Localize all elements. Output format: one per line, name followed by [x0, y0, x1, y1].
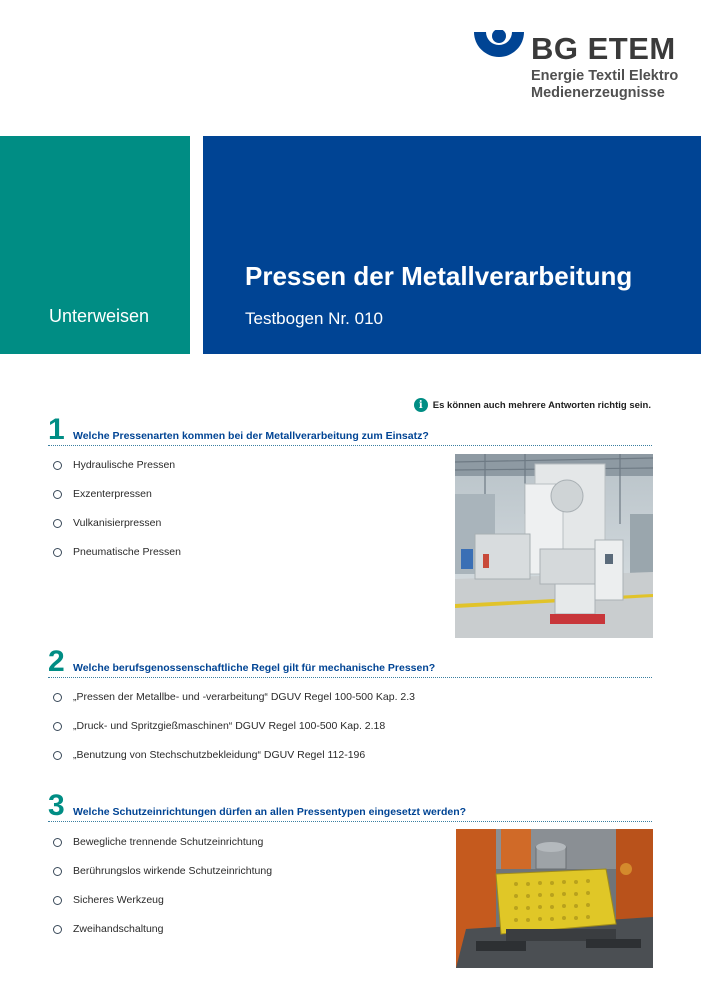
option-label: Bewegliche trennende Schutzeinrichtung [73, 836, 264, 848]
question-1-option-2[interactable] [53, 488, 152, 500]
option-label: Pneumatische Pressen [73, 546, 181, 558]
hint-text: Es können auch mehrere Antworten richtig sein. [432, 399, 651, 411]
question-1-option-1[interactable] [53, 459, 175, 471]
question-2-option-3[interactable] [53, 749, 365, 761]
question-3-option-4[interactable] [53, 923, 163, 935]
question-1-number: 1 [48, 413, 65, 446]
question-1-divider [48, 445, 652, 446]
question-3-text: Welche Schutzeinrichtungen dürfen an allen Pressentypen eingesetzt werden? [73, 806, 467, 818]
radio-button[interactable] [53, 461, 62, 470]
document-subtitle: Testbogen Nr. 010 [245, 309, 383, 328]
press-machine-photo [455, 454, 653, 638]
option-label: „Druck- und Spritzgießmaschinen“ DGUV Regel 100-500 Kap. 2.18 [73, 720, 386, 732]
option-label: „Benutzung von Stechschutzbekleidung“ DGUV Regel 112-196 [73, 749, 366, 761]
logo-tagline-2: Medienerzeugnisse [531, 85, 665, 101]
logo-tagline-1: Energie Textil Elektro [531, 68, 679, 84]
option-label: Vulkanisierpressen [73, 517, 162, 529]
option-label: Hydraulische Pressen [73, 459, 176, 471]
radio-button[interactable] [53, 548, 62, 557]
question-3-divider [48, 821, 652, 822]
radio-button[interactable] [53, 838, 62, 847]
option-label: Zweihandschaltung [73, 923, 164, 935]
question-3-option-2[interactable] [53, 865, 272, 877]
question-1-text: Welche Pressenarten kommen bei der Metallverarbeitung zum Einsatz? [73, 430, 429, 442]
radio-button[interactable] [53, 867, 62, 876]
radio-button[interactable] [53, 490, 62, 499]
question-3-option-1[interactable] [53, 836, 263, 848]
hint [414, 398, 651, 412]
option-label: Exzenterpressen [73, 488, 152, 500]
radio-button[interactable] [53, 896, 62, 905]
question-3-number: 3 [48, 789, 65, 822]
question-1-option-3[interactable] [53, 517, 161, 529]
question-2-number: 2 [48, 645, 65, 678]
question-2-option-1[interactable] [53, 691, 415, 703]
logo [474, 30, 684, 102]
bg-etem-logo-icon [474, 30, 524, 70]
radio-button[interactable] [53, 925, 62, 934]
document-title: Pressen der Metallverarbeitung [245, 261, 633, 291]
category-label: Unterweisen [49, 306, 150, 326]
logo-name: BG ETEM [531, 31, 676, 66]
question-3-option-3[interactable] [53, 894, 164, 906]
question-2-option-2[interactable] [53, 720, 385, 732]
press-tool-photo [456, 829, 653, 968]
radio-button[interactable] [53, 693, 62, 702]
question-2-divider [48, 677, 652, 678]
radio-button[interactable] [53, 751, 62, 760]
radio-button[interactable] [53, 519, 62, 528]
question-1-option-4[interactable] [53, 546, 181, 558]
option-label: „Pressen der Metallbe- und -verarbeitung“ DGUV Regel 100-500 Kap. 2.3 [73, 691, 416, 703]
question-2-text: Welche berufsgenossenschaftliche Regel gilt für mechanische Pressen? [73, 662, 436, 674]
info-icon: i [414, 398, 428, 412]
option-label: Sicheres Werkzeug [73, 894, 164, 906]
radio-button[interactable] [53, 722, 62, 731]
option-label: Berührungslos wirkende Schutzeinrichtung [73, 865, 273, 877]
